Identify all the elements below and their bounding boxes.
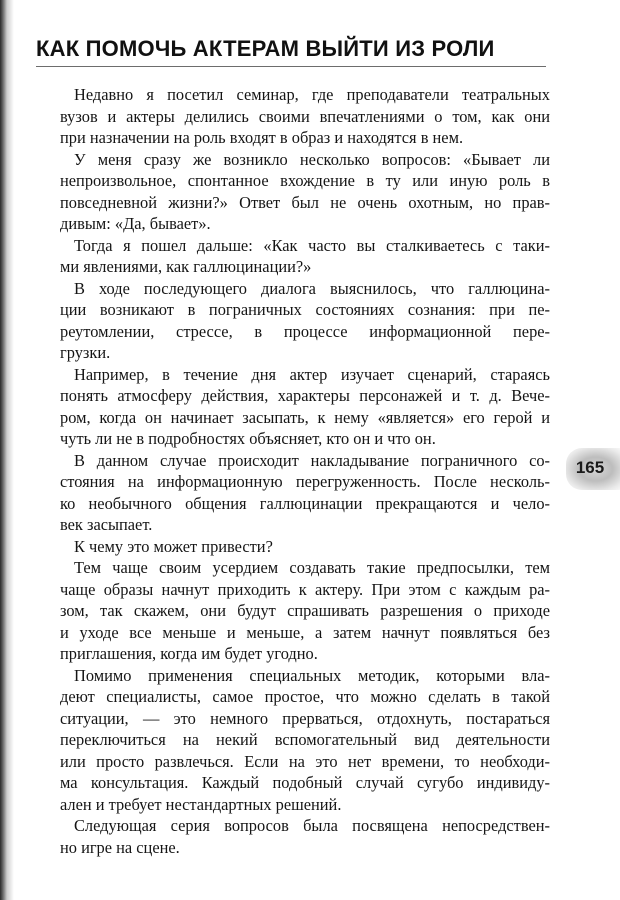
- text-line: переключиться на некий вспомогательный вид деятельности: [60, 730, 550, 749]
- paragraph: [60, 536, 550, 558]
- text-line: ции возникают в пограничных состояниях сознания: при пе-: [60, 300, 550, 319]
- text-line: Недавно я посетил семинар, где преподаватели театральных: [74, 85, 550, 104]
- text-line: ко необычного общения галлюцинации прекращаются и чело-: [60, 493, 550, 513]
- paragraph: [60, 149, 550, 235]
- text-line: ми явлениями, как галлюцинации?»: [60, 257, 312, 276]
- text-line: дивым: «Да, бывает».: [60, 214, 211, 233]
- text-line: стояния на информационную перегруженность. После несколь-: [60, 472, 550, 491]
- text-line: или просто развлечься. Если на это нет времени, то необходи-: [60, 751, 550, 771]
- text-line: но игре на сцене.: [60, 837, 180, 857]
- text-line: понять атмосферу действия, характеры персонажей и т. д. Вече-: [60, 386, 550, 405]
- text-line: Тогда я пошел дальше: «Как часто вы сталкиваетесь с таки-: [74, 235, 550, 255]
- text-line: чаще образы начнут приходить к актеру. При этом с каждым ра-: [60, 579, 550, 599]
- scan-edge-shadow: [0, 0, 14, 900]
- paragraph: [60, 557, 550, 665]
- text-line: У меня сразу же возникло несколько вопросов: «Бывает ли: [74, 149, 550, 169]
- text-line: зом, так скажем, они будут спрашивать разрешения о приходе: [60, 601, 550, 620]
- text-line: и уходе все меньше и меньше, а затем начнут появляться без: [60, 622, 550, 642]
- text-line: вузов и актеры делились своими впечатлениями о том, как они: [60, 106, 550, 126]
- page-number: 165: [575, 458, 605, 477]
- text-line: приглашения, когда им будет угодно.: [60, 644, 318, 663]
- text-line: деют специалисты, самое простое, что можно сделать в такой: [60, 687, 550, 706]
- text-line: чуть ли не в подробностях объясняет, кто он и что он.: [60, 429, 436, 448]
- text-line: грузки.: [60, 343, 111, 362]
- text-line: ром, когда он начинает засыпать, к нему «является» его герой и: [60, 407, 550, 427]
- text-line: В данном случае происходит накладывание пограничного со-: [74, 450, 550, 470]
- text-line: Тем чаще своим усердием создавать такие предпосылки, тем: [74, 558, 550, 577]
- paragraph: [60, 815, 550, 858]
- running-head: КАК ПОМОЧЬ АКТЕРАМ ВЫЙТИ ИЗ РОЛИ: [36, 36, 495, 61]
- text-line: век засыпает.: [60, 515, 153, 534]
- text-line: Например, в течение дня актер изучает сценарий, стараясь: [74, 364, 550, 384]
- text-line: Следующая серия вопросов была посвящена непосредствен-: [74, 816, 550, 835]
- paragraph: [60, 364, 550, 450]
- body-text: [60, 84, 550, 858]
- header-rule: [36, 66, 546, 67]
- text-line: при назначении на роль входят в образ и находятся в нем.: [60, 128, 464, 147]
- text-line: В ходе последующего диалога выяснилось, что галлюцина-: [74, 278, 550, 298]
- text-line: ален и требует нестандартных решений.: [60, 794, 342, 814]
- text-line: непроизвольное, спонтанное вхождение в ту или иную роль в: [60, 171, 550, 190]
- text-line: повседневной жизни?» Ответ был не очень охотным, но прав-: [60, 192, 550, 212]
- paragraph: [60, 665, 550, 816]
- paragraph: [60, 450, 550, 536]
- paragraph: [60, 235, 550, 278]
- text-line: Помимо применения специальных методик, которыми вла-: [74, 665, 550, 685]
- text-line: ситуации, — это немного прерваться, отдохнуть, постараться: [60, 708, 550, 728]
- paragraph: [60, 84, 550, 149]
- paragraph: [60, 278, 550, 364]
- text-line: К чему это может привести?: [74, 536, 273, 556]
- text-line: ма консультация. Каждый подобный случай сугубо индивиду-: [60, 773, 550, 792]
- text-line: реутомлении, стрессе, в процессе информационной пере-: [60, 321, 550, 341]
